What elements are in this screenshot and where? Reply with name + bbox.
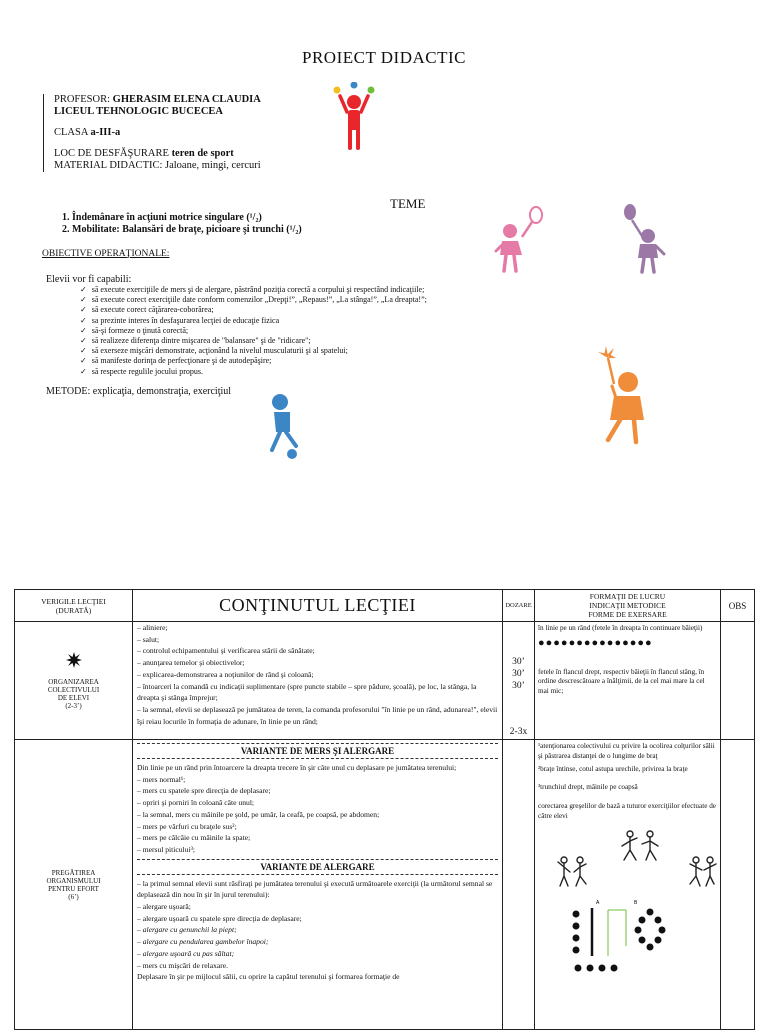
teme-list <box>62 212 302 236</box>
profesor-label: PROFESOR: <box>54 94 111 105</box>
list-item: – întoarceri la comandă cu indicaţii suplimentare (spre puncte stabile – spre pădure, şcoală), pe loc, la stânga, la dreapta şi stânga împrejur; <box>137 681 477 703</box>
check-icon: ✓ <box>80 356 87 366</box>
list-item: – mers normal¹; <box>137 774 186 784</box>
stick-figures-icon <box>558 831 716 886</box>
content-pregatire: VARIANTE DE MERS ŞI ALERGARE Din linie pe un rând prin întoarcere la dreapta trecere în şir câte unul cu deplasare pe jumătatea terenului; – mers normal¹; – mers cu spatele spre direcţia de deplasare; – opriri şi porniri în coloană câte unul; – la semnal, mers cu mâinile pe şold, pe umăr, la ceafă, pe coapsă, pe abdomen; – mers pe vârfuri cu braţele sus²; – mers pe călcâie cu mâinile la spate; – mersul piticului³; VARIANTE DE ALERGARE – la primul semnal elevii sunt răsfiraţi pe jumătatea terenului şi execută următoarele exerciţii (la următorul semnal se deplasează din nou în şir în jurul terenului): – alergare uşoară; – alergare uşoară cu spatele spre direcţia de deplasare; – alergare cu genunchii la piept; – alergare cu pendularea gambelor înapoi; – alergare uşoară cu pas săltat; – mers cu mişcări de relaxare. Deplasare în şir pe mijlocul sălii, cu oprire la capătul terenului şi formarea formaţie de <box>133 740 503 1030</box>
objective-item: ✓ să realizeze diferenţa dintre mişcarea de "balansare" şi de "ridicare"; <box>80 336 311 346</box>
list-item: – opriri şi porniri în coloană câte unul; <box>137 798 255 808</box>
teme-title: TEME <box>390 196 426 211</box>
col-obs: OBS <box>721 590 755 622</box>
class-line: CLASA a-III-a <box>54 127 121 138</box>
girl-pinwheel-icon <box>594 342 658 450</box>
section-heading: VARIANTE DE ALERGARE <box>137 859 498 875</box>
list-item: – alergare cu pendularea gambelor înapoi; <box>137 937 269 947</box>
diagram-label-a: A <box>596 899 600 906</box>
profesor-name: GHERASIM ELENA CLAUDIA <box>110 94 261 105</box>
formatii-organizare: în linie pe un rând (fetele în dreapta în continuare băieţii) ●●●●●●●●●●●●●●● fetele în flancul drept, respectiv băieţii în flancul stâng, în ordine descrescătoare a înălţimii, de la cel mai mare la cel mai mic; <box>535 622 721 740</box>
dozare-organizare: 30’ 30’ 30’ 2-3x <box>503 622 535 740</box>
obs-cell <box>721 622 755 740</box>
formatii-pregatire: ¹atenţionarea colectivului cu privire la ocolirea colţurilor sălii şi păstrarea distanţei de o lungime de braţ ²braţe întinse, cotul astupa urechile, privirea la braţe ³trunchiul drept, mâinile pe coapsă corectarea greşelilor de bază a tuturor exerciţiilor efectuate de către elevi A B <box>535 740 721 1030</box>
check-icon: ✓ <box>80 285 87 294</box>
obs-cell <box>721 740 755 1030</box>
list-item: – mers pe călcâie cu mâinile la spate; <box>137 833 251 843</box>
check-icon: ✓ <box>80 336 87 346</box>
list-item: – controlul echipamentului şi verificarea stării de sănătate; <box>137 646 315 656</box>
col-continut: CONŢINUTUL LECŢIEI <box>133 590 503 622</box>
list-item: – explicarea-demonstrarea a noţiunilor de rând şi coloană; <box>137 669 314 679</box>
kid-racket-icon <box>618 200 668 276</box>
objectives-intro: Elevii vor fi capabili: <box>46 274 132 285</box>
objective-item: ✓ să execute corect căţărarea-coborârea; <box>80 305 214 315</box>
lesson-table <box>14 589 755 1030</box>
material-line: MATERIAL DIDACTIC: Jaloane, mingi, cercuri <box>54 160 261 171</box>
exercise-diagram <box>538 826 718 976</box>
objective-item: ✓ să respecte regulile jocului propus. <box>80 366 203 376</box>
dozare-pregatire <box>503 740 535 1030</box>
content-organizare <box>133 622 503 740</box>
check-icon: ✓ <box>80 295 87 305</box>
table-row <box>15 740 755 1030</box>
list-item: – alergare uşoară cu pas săltat; <box>137 948 235 958</box>
star-burst-icon <box>66 652 82 668</box>
check-icon: ✓ <box>80 305 87 315</box>
list-item: – la semnal, elevii se deplasează pe jumătatea de teren, la comanda profesorului "în linie pe un rând, adunarea!", elevii îşi reiau locurile în formaţia de adunare, în linie pe un rând; <box>137 704 498 726</box>
list-item: – alergare uşoară; <box>137 902 191 912</box>
students-line: ●●●●●●●●●●●●●●● <box>538 636 653 649</box>
location-line: LOC DE DESFĂŞURARE teren de sport <box>54 148 234 159</box>
list-item: – mers pe vârfuri cu braţele sus²; <box>137 821 237 831</box>
list-item: – mers cu mişcări de relaxare. <box>137 960 229 970</box>
table-row <box>15 622 755 740</box>
objective-item: ✓ să manifeste dorinţa de perfecţionare şi de autodepăşire; <box>80 356 272 366</box>
list-item: – salut; <box>137 634 160 644</box>
list-item: – alergare uşoară cu spatele spre direcţia de deplasare; <box>137 913 302 923</box>
stage-organizare: ORGANIZAREA COLECTIVULUI DE ELEVI (2-3’) <box>15 622 133 740</box>
objectives-list <box>80 285 520 377</box>
juggling-kid-icon <box>330 82 378 154</box>
metode-line: METODE: explicaţia, demonstraţia, exerciţiul <box>46 386 232 397</box>
tema-item: 1. Îndemânare în acţiuni motrice singulare (¹/₂) <box>62 212 262 223</box>
tema-item: 2. Mobilitate: Balansări de braţe, picioare şi trunchi (¹/₂) <box>62 224 302 235</box>
check-icon: ✓ <box>80 315 87 325</box>
list-item: – aliniere; <box>137 623 168 632</box>
objectives-title: OBIECTIVE OPERAŢIONALE: <box>42 249 170 259</box>
col-formatii: FORMAŢII DE LUCRU INDICAŢII METODICE FORME DE EXERSARE <box>535 590 721 622</box>
check-icon: ✓ <box>80 325 87 335</box>
col-dozare: DOZARE <box>503 590 535 622</box>
page-title: PROIECT DIDACTIC <box>302 48 466 67</box>
objective-item: ✓ să execute exerciţiile de mers şi de alergare, păstrând poziţia corectă a corpului şi respectând indicaţiile; <box>80 285 425 294</box>
girl-racket-icon <box>492 205 548 275</box>
col-verigile: VERIGILE LECŢIEI (DURATĂ) <box>15 590 133 622</box>
objective-item: ✓ să-şi formeze o ţinută corectă; <box>80 325 189 335</box>
kid-football-icon <box>266 392 312 462</box>
objective-item: ✓ să exerseze mişcări demonstrate, acţionând la nivelul musculaturii şi al spatelui; <box>80 346 348 356</box>
check-icon: ✓ <box>80 346 87 356</box>
list-item: – anunţarea temelor şi obiectivelor; <box>137 658 245 668</box>
list-item: – mers cu spatele spre direcţia de deplasare; <box>137 786 271 796</box>
list-item: – alergare cu genunchii la piept; <box>137 925 237 935</box>
table-header-row <box>15 590 755 622</box>
school-line: LICEUL TEHNOLOGIC BUCECEA <box>54 106 224 117</box>
list-item: – mersul piticului³; <box>137 844 195 854</box>
objective-item: ✓ să execute corect exerciţiile date conform comenzilor „Drepţi!”, „Repaus!”, „La stânga!”, „La dreapta!”; <box>80 295 427 305</box>
section-heading: VARIANTE DE MERS ŞI ALERGARE <box>137 743 498 759</box>
list-item: – la semnal, mers cu mâinile pe şold, pe umăr, la ceafă, pe coapsă, pe abdomen; <box>137 809 380 819</box>
teacher-line <box>54 94 354 106</box>
objective-item: ✓ sa prezinte interes în desfaşurarea lecţiei de educaţie fizica <box>80 315 280 325</box>
check-icon: ✓ <box>80 366 87 376</box>
student-markers <box>573 908 666 971</box>
diagram-label-b: B <box>634 899 638 906</box>
stage-pregatire: PREGĂTIREA ORGANISMULUI PENTRU EFORT (6’) <box>15 740 133 1030</box>
header-block <box>43 94 354 172</box>
